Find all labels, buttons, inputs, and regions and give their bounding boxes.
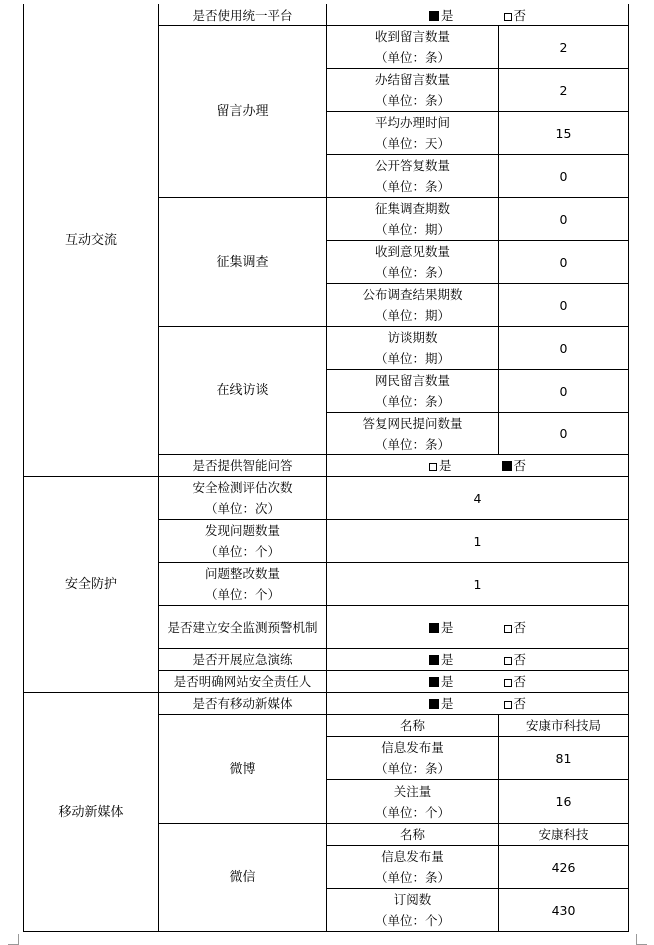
cell-text: 安康市科技局 bbox=[525, 718, 601, 733]
weibo-followers-value bbox=[498, 779, 629, 824]
weibo-posts-label bbox=[326, 736, 499, 780]
metric-label bbox=[375, 155, 450, 197]
metric-name: 关注量 bbox=[393, 783, 432, 799]
messages-avg_time-label bbox=[326, 111, 499, 155]
checked-box-icon bbox=[502, 461, 512, 471]
wechat-posts-label bbox=[326, 845, 499, 889]
security-monitoring-label bbox=[158, 605, 327, 649]
metric-name: 信息发布量 bbox=[381, 849, 444, 864]
crop-mark-icon bbox=[636, 934, 647, 945]
metric-name: 访谈期数 bbox=[387, 330, 438, 345]
metric-name: 收到留言数量 bbox=[374, 29, 450, 44]
metric-value: 16 bbox=[555, 794, 572, 809]
metric-label bbox=[375, 26, 450, 68]
metric-unit: （单位：条） bbox=[374, 436, 450, 452]
checked-box-icon bbox=[429, 11, 439, 21]
security-assessments-value bbox=[326, 476, 629, 520]
metric-label bbox=[375, 327, 450, 369]
metric-name: 答复网民提问数量 bbox=[362, 415, 463, 431]
messages-public_reply-value bbox=[498, 154, 629, 198]
metric-unit: （单位：天） bbox=[374, 136, 450, 151]
metric-unit: （单位：个） bbox=[204, 587, 280, 602]
security-drill-label bbox=[158, 648, 327, 671]
group-survey bbox=[158, 197, 327, 327]
group-label: 征集调查 bbox=[216, 254, 269, 270]
group-interview bbox=[158, 326, 327, 455]
section-label: 移动新媒体 bbox=[58, 804, 124, 820]
option-label: 否 bbox=[513, 458, 527, 473]
metric-unit: （单位：条） bbox=[374, 50, 450, 65]
metric-name: 网民留言数量 bbox=[374, 373, 450, 388]
option-no bbox=[502, 455, 527, 476]
option-yes bbox=[429, 671, 454, 692]
messages-closed-value bbox=[498, 68, 629, 112]
interview-answers-label bbox=[326, 412, 499, 455]
wechat-subscribers-label bbox=[326, 888, 499, 932]
messages-avg_time-value bbox=[498, 111, 629, 155]
wechat-name-value bbox=[498, 823, 629, 846]
option-yes bbox=[429, 649, 454, 670]
weibo-followers-label bbox=[326, 779, 499, 824]
section-interaction bbox=[23, 4, 159, 478]
metric-label bbox=[375, 781, 450, 823]
has-media-label bbox=[158, 692, 327, 715]
group-label: 微信 bbox=[229, 870, 256, 885]
interview-answers-value bbox=[498, 412, 629, 455]
option-label: 否 bbox=[513, 696, 527, 711]
security-drill-choice bbox=[326, 648, 629, 671]
group-label: 在线访谈 bbox=[216, 383, 269, 398]
option-label: 否 bbox=[513, 619, 527, 635]
cell-text: 是否明确网站安全责任人 bbox=[173, 674, 312, 689]
metric-label bbox=[375, 889, 450, 931]
metric-value: 0 bbox=[559, 340, 568, 356]
cell-text: 是否开展应急演练 bbox=[192, 652, 293, 667]
metric-name: 征集调查期数 bbox=[374, 201, 450, 216]
unchecked-box-icon bbox=[504, 625, 512, 633]
smart-qa-label bbox=[158, 454, 327, 477]
cell-text: 是否有移动新媒体 bbox=[192, 696, 293, 711]
metric-name: 公开答复数量 bbox=[374, 158, 450, 173]
option-no bbox=[504, 617, 527, 638]
metric-label bbox=[375, 112, 450, 154]
metric-label bbox=[192, 477, 292, 519]
wechat-posts-value bbox=[498, 845, 629, 889]
smart-qa-choice bbox=[326, 454, 629, 477]
security-monitoring-choice bbox=[326, 605, 629, 649]
metric-value: 0 bbox=[559, 426, 568, 441]
metric-value: 1 bbox=[473, 576, 482, 592]
crop-mark-icon bbox=[8, 934, 19, 945]
metric-unit: （单位：条） bbox=[374, 93, 450, 108]
metric-label bbox=[375, 241, 450, 283]
security-issues_found-value bbox=[326, 519, 629, 563]
survey-opinions-label bbox=[326, 240, 499, 284]
weibo-name-label bbox=[326, 714, 499, 737]
option-yes bbox=[429, 455, 452, 476]
metric-value: 0 bbox=[559, 168, 568, 184]
unchecked-box-icon bbox=[504, 679, 512, 687]
metric-label bbox=[362, 413, 462, 455]
cell-text: 是否提供智能问答 bbox=[192, 458, 293, 473]
metric-unit: （单位：期） bbox=[374, 308, 450, 323]
option-label: 是 bbox=[438, 458, 452, 473]
option-label: 是 bbox=[440, 674, 454, 689]
metric-value: 2 bbox=[559, 82, 568, 98]
survey-periods-value bbox=[498, 197, 629, 241]
metric-value: 0 bbox=[559, 254, 568, 270]
metric-name: 发现问题数量 bbox=[204, 523, 280, 538]
metric-label bbox=[375, 69, 450, 111]
metric-value: 1 bbox=[473, 533, 482, 549]
metric-value: 0 bbox=[559, 383, 568, 399]
option-label: 是 bbox=[440, 696, 454, 711]
checked-box-icon bbox=[429, 699, 439, 709]
messages-received-value bbox=[498, 25, 629, 69]
metric-unit: （单位：个） bbox=[204, 544, 280, 559]
security-issues_fixed-label bbox=[158, 562, 327, 606]
security-assessments-label bbox=[158, 476, 327, 520]
metric-unit: （单位：条） bbox=[374, 394, 450, 409]
metric-label bbox=[375, 737, 450, 779]
security-responsible-choice bbox=[326, 670, 629, 693]
metric-unit: （单位：个） bbox=[374, 913, 450, 928]
survey-results-value bbox=[498, 283, 629, 327]
messages-closed-label bbox=[326, 68, 499, 112]
interview-netizen_msgs-label bbox=[326, 369, 499, 413]
metric-name: 收到意见数量 bbox=[374, 244, 450, 259]
option-label: 否 bbox=[513, 652, 527, 667]
wechat-subscribers-value bbox=[498, 888, 629, 932]
metric-label bbox=[375, 198, 450, 240]
cell-text: 是否建立安全监测预警机制 bbox=[167, 619, 318, 635]
section-label: 互动交流 bbox=[64, 233, 117, 248]
option-label: 是 bbox=[440, 652, 454, 667]
section-security bbox=[23, 476, 159, 693]
metric-value: 0 bbox=[559, 211, 568, 227]
metric-name: 订阅数 bbox=[393, 892, 432, 907]
messages-received-label bbox=[326, 25, 499, 69]
group-weibo bbox=[158, 714, 327, 824]
metric-unit: （单位：条） bbox=[374, 761, 450, 776]
unchecked-box-icon bbox=[504, 701, 512, 709]
metric-value: 426 bbox=[551, 859, 576, 875]
metric-name: 问题整改数量 bbox=[204, 566, 280, 581]
metric-value: 0 bbox=[559, 297, 568, 313]
unified-platform-choice bbox=[326, 4, 629, 27]
survey-periods-label bbox=[326, 197, 499, 241]
option-yes bbox=[429, 693, 454, 714]
option-no bbox=[504, 649, 527, 670]
option-label: 是 bbox=[440, 619, 454, 635]
option-yes bbox=[429, 5, 454, 26]
metric-value: 81 bbox=[555, 750, 572, 766]
section-media bbox=[23, 692, 159, 932]
metric-label bbox=[205, 520, 280, 562]
option-label: 否 bbox=[513, 674, 527, 689]
option-no bbox=[504, 671, 527, 692]
metric-name: 平均办理时间 bbox=[374, 115, 450, 130]
metric-unit: （单位：个） bbox=[374, 804, 450, 820]
security-issues_fixed-value bbox=[326, 562, 629, 606]
unchecked-box-icon bbox=[429, 463, 437, 471]
metric-value: 430 bbox=[551, 902, 576, 918]
security-responsible-label bbox=[158, 670, 327, 693]
weibo-name-value bbox=[498, 714, 629, 737]
option-label: 否 bbox=[513, 7, 527, 23]
interview-netizen_msgs-value bbox=[498, 369, 629, 413]
survey-results-label bbox=[326, 283, 499, 327]
metric-name: 安全检测评估次数 bbox=[192, 480, 293, 495]
checked-box-icon bbox=[429, 623, 439, 633]
survey-opinions-value bbox=[498, 240, 629, 284]
cell-text: 名称 bbox=[399, 827, 425, 842]
has-media-choice bbox=[326, 692, 629, 715]
metric-label bbox=[205, 563, 280, 605]
metric-name: 办结留言数量 bbox=[374, 72, 450, 87]
wechat-name-label bbox=[326, 823, 499, 846]
metric-value: 15 bbox=[555, 125, 572, 141]
metric-name: 信息发布量 bbox=[381, 740, 444, 755]
section-label: 安全防护 bbox=[64, 577, 117, 592]
weibo-posts-value bbox=[498, 736, 629, 780]
unified-platform-label bbox=[158, 4, 327, 27]
cell-text: 名称 bbox=[399, 718, 425, 733]
messages-public_reply-label bbox=[326, 154, 499, 198]
group-label: 微博 bbox=[229, 761, 256, 777]
metric-value: 4 bbox=[473, 490, 482, 506]
group-wechat bbox=[158, 823, 327, 932]
option-no bbox=[504, 693, 527, 714]
metric-unit: （单位：条） bbox=[374, 265, 450, 280]
unchecked-box-icon bbox=[504, 13, 512, 21]
option-no bbox=[504, 5, 527, 26]
metric-label bbox=[375, 370, 450, 412]
interview-periods-value bbox=[498, 326, 629, 370]
metric-value: 2 bbox=[559, 39, 568, 55]
metric-label bbox=[362, 284, 462, 326]
checked-box-icon bbox=[429, 677, 439, 687]
metric-label bbox=[375, 846, 450, 888]
metric-unit: （单位：条） bbox=[374, 870, 450, 885]
metric-unit: （单位：期） bbox=[374, 222, 450, 237]
metric-unit: （单位：条） bbox=[374, 179, 450, 194]
metric-unit: （单位：次） bbox=[204, 501, 280, 516]
group-label: 留言办理 bbox=[216, 104, 269, 119]
security-issues_found-label bbox=[158, 519, 327, 563]
cell-text: 是否使用统一平台 bbox=[192, 7, 293, 23]
group-messages bbox=[158, 25, 327, 198]
metric-unit: （单位：期） bbox=[374, 351, 450, 366]
option-label: 是 bbox=[440, 7, 454, 23]
option-yes bbox=[429, 617, 454, 638]
metric-name: 公布调查结果期数 bbox=[362, 287, 463, 302]
unchecked-box-icon bbox=[504, 657, 512, 665]
interview-periods-label bbox=[326, 326, 499, 370]
checked-box-icon bbox=[429, 655, 439, 665]
cell-text: 安康科技 bbox=[538, 827, 589, 842]
